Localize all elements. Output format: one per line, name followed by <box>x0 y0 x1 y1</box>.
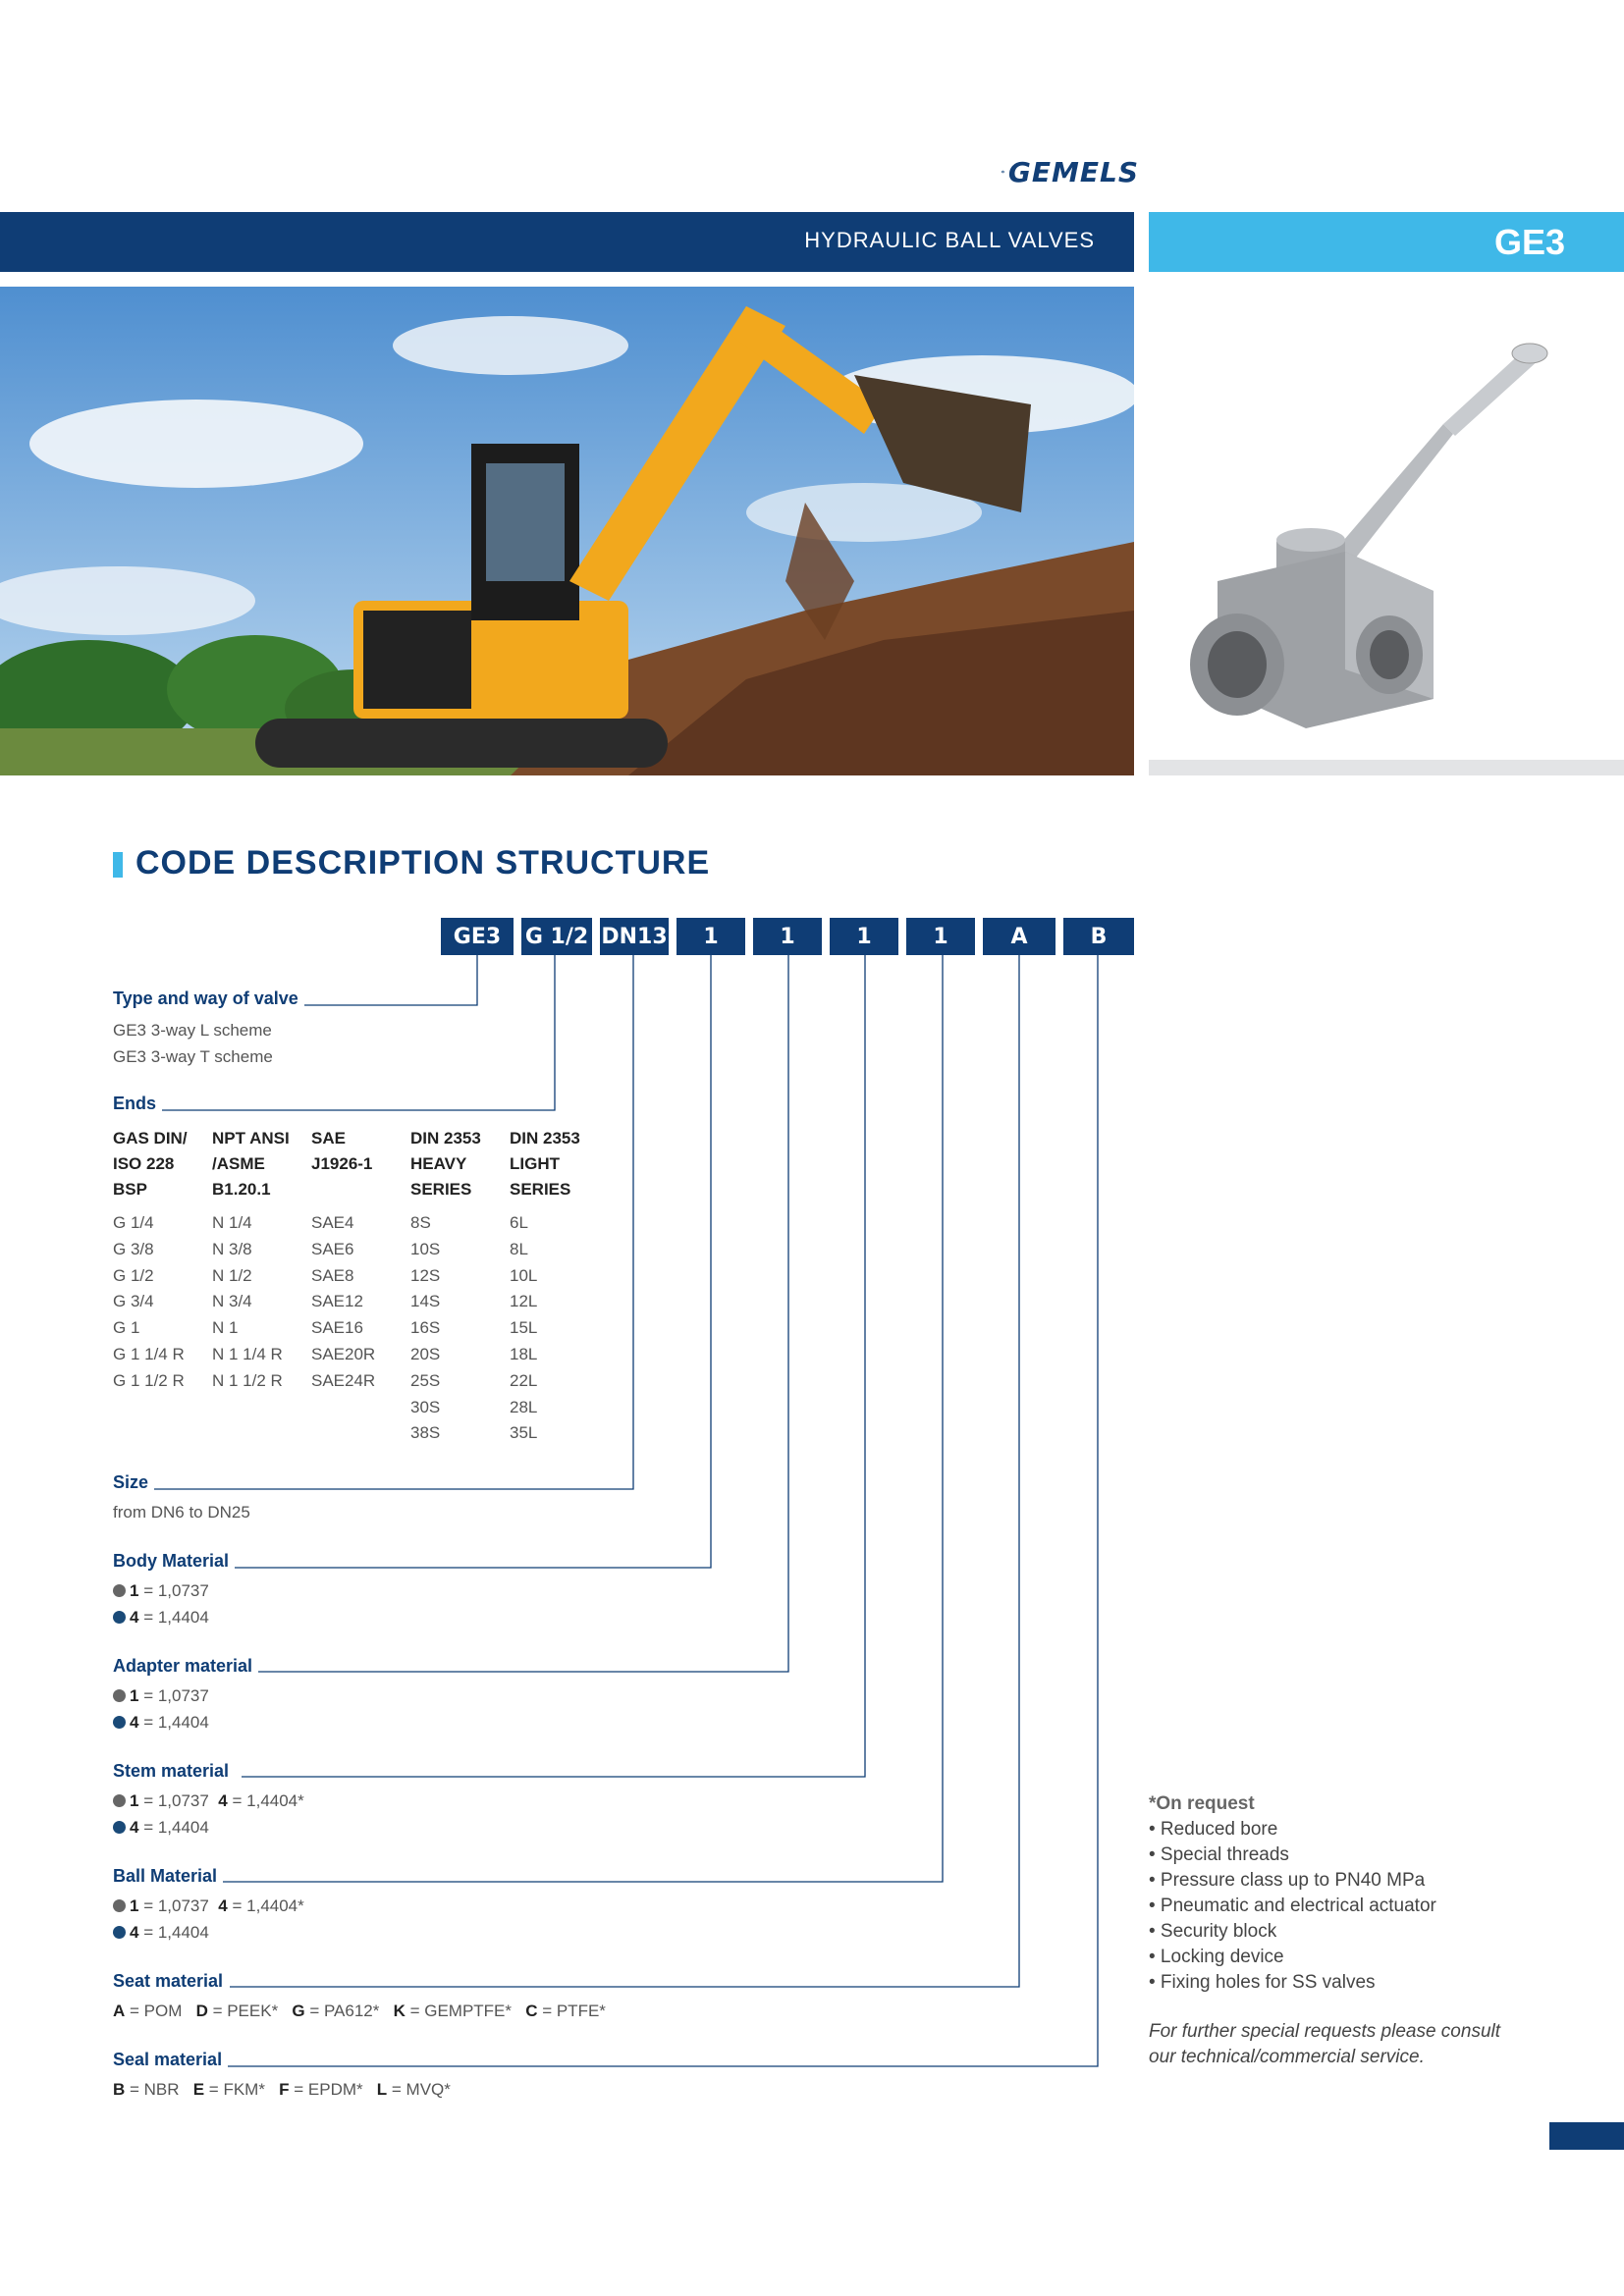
code-box-seat: A <box>983 918 1056 955</box>
list-item: G 1 1/2 R <box>113 1370 185 1390</box>
list-item: 30S <box>410 1397 441 1416</box>
code-box-adapter: 1 <box>753 918 822 955</box>
list-item: 16S <box>410 1318 441 1338</box>
brand-name: GEMELS <box>1007 155 1139 188</box>
list-item: SAE24R <box>311 1370 376 1390</box>
list-item: N 3/8 <box>212 1239 252 1258</box>
ends-col-gas <box>113 1126 188 1395</box>
list-item: N 1/4 <box>212 1213 252 1232</box>
col-header: DIN 2353 <box>410 1129 481 1148</box>
header-title: HYDRAULIC BALL VALVES <box>804 228 1095 252</box>
grey-dot-icon <box>113 1584 126 1597</box>
col-header: B1.20.1 <box>212 1180 271 1199</box>
size-text: from DN6 to DN25 <box>113 1503 250 1522</box>
type-line-t: GE3 3-way T scheme <box>113 1047 273 1066</box>
col-header: SERIES <box>410 1180 472 1199</box>
col-header: SAE <box>311 1129 346 1148</box>
seal-material-options: B = NBR E = FKM* F = EPDM* L = MVQ* <box>113 2080 451 2099</box>
ends-col-din-light <box>510 1126 580 1447</box>
list-item: 28L <box>510 1397 538 1416</box>
list-item: N 1/2 <box>212 1265 252 1285</box>
col-header: LIGHT <box>510 1154 560 1173</box>
code-box-size: DN13 <box>600 918 669 955</box>
seat-material-options: A = POM D = PEEK* G = PA612* K = GEMPTFE* C = PTFE* <box>113 2002 606 2020</box>
seat-material-label: Seat material <box>113 1971 229 1992</box>
list-item: • Fixing holes for SS valves <box>1149 1972 1376 1993</box>
ends-col-sae <box>311 1126 375 1395</box>
list-item: SAE20R <box>311 1344 376 1363</box>
list-item: • Pressure class up to PN40 MPa <box>1149 1870 1426 1891</box>
body-material-option-1: 1 = 1,0737 <box>113 1581 209 1601</box>
list-item: G 3/4 <box>113 1292 154 1311</box>
list-item: 14S <box>410 1292 441 1311</box>
ends-label: Ends <box>113 1094 162 1114</box>
type-label: Type and way of valve <box>113 988 304 1009</box>
list-item: SAE6 <box>311 1239 354 1258</box>
type-line-l: GE3 3-way L scheme <box>113 1021 272 1040</box>
list-item: 10S <box>410 1239 441 1258</box>
adapter-material-option-4: 4 = 1,4404 <box>113 1713 209 1733</box>
navy-dot-icon <box>113 1821 126 1834</box>
list-item: G 1 <box>113 1318 140 1338</box>
brand-logo <box>1001 147 1139 196</box>
page-corner-tab <box>1549 2122 1624 2150</box>
list-item: • Reduced bore <box>1149 1819 1278 1840</box>
section-marker <box>113 852 123 878</box>
list-item: N 1 1/2 R <box>212 1370 283 1390</box>
ball-material-option-1: 1 = 1,0737 4 = 1,4404* <box>113 1896 304 1916</box>
list-item: N 1 1/4 R <box>212 1344 283 1363</box>
list-item: 35L <box>510 1423 538 1443</box>
adapter-material-label: Adapter material <box>113 1656 258 1677</box>
product-code-band <box>1149 212 1624 272</box>
size-label: Size <box>113 1472 154 1493</box>
col-header: DIN 2353 <box>510 1129 580 1148</box>
col-header: SERIES <box>510 1180 571 1199</box>
ends-col-din-heavy <box>410 1126 481 1447</box>
header-band <box>0 212 1134 272</box>
stem-material-option-1: 1 = 1,0737 4 = 1,4404* <box>113 1791 304 1811</box>
stem-material-label: Stem material <box>113 1761 235 1782</box>
list-item: 8L <box>510 1239 528 1258</box>
product-photo-underline <box>1149 760 1624 775</box>
list-item: • Security block <box>1149 1921 1277 1942</box>
col-header: BSP <box>113 1180 147 1199</box>
stem-material-option-4: 4 = 1,4404 <box>113 1818 209 1838</box>
list-item: SAE4 <box>311 1213 354 1232</box>
navy-dot-icon <box>113 1611 126 1624</box>
list-item: 38S <box>410 1423 441 1443</box>
list-item: SAE16 <box>311 1318 363 1338</box>
list-item: 15L <box>510 1318 538 1338</box>
body-material-option-4: 4 = 1,4404 <box>113 1608 209 1628</box>
ends-col-npt <box>212 1126 290 1395</box>
ball-material-option-4: 4 = 1,4404 <box>113 1923 209 1943</box>
grey-dot-icon <box>113 1689 126 1702</box>
list-item: 20S <box>410 1344 441 1363</box>
body-material-label: Body Material <box>113 1551 235 1572</box>
col-header: J1926-1 <box>311 1154 373 1173</box>
list-item: N 1 <box>212 1318 239 1338</box>
adapter-material-option-1: 1 = 1,0737 <box>113 1686 209 1706</box>
product-code: GE3 <box>1493 222 1565 262</box>
excavator-photo <box>0 287 1134 775</box>
section-title: CODE DESCRIPTION STRUCTURE <box>135 844 711 881</box>
col-header: /ASME <box>212 1154 265 1173</box>
navy-dot-icon <box>113 1716 126 1729</box>
list-item: 25S <box>410 1370 441 1390</box>
code-box-ball: 1 <box>906 918 975 955</box>
code-box-body: 1 <box>677 918 745 955</box>
list-item: • Pneumatic and electrical actuator <box>1149 1896 1436 1916</box>
ball-material-label: Ball Material <box>113 1866 223 1887</box>
list-item: 6L <box>510 1213 528 1232</box>
list-item: G 3/8 <box>113 1239 154 1258</box>
col-header: NPT ANSI <box>212 1129 290 1148</box>
list-item: • Special threads <box>1149 1844 1289 1865</box>
code-box-seal: B <box>1063 918 1134 955</box>
list-item: 12S <box>410 1265 441 1285</box>
col-header: ISO 228 <box>113 1154 175 1173</box>
code-box-type: GE3 <box>441 918 514 955</box>
list-item: SAE12 <box>311 1292 363 1311</box>
list-item: G 1 1/4 R <box>113 1344 185 1363</box>
seal-material-label: Seal material <box>113 2050 228 2070</box>
grey-dot-icon <box>113 1794 126 1807</box>
on-request-title: *On request <box>1149 1793 1255 1814</box>
list-item: • Locking device <box>1149 1947 1284 1967</box>
logo-globe-icon <box>1001 156 1004 187</box>
navy-dot-icon <box>113 1926 126 1939</box>
list-item: N 3/4 <box>212 1292 252 1311</box>
ball-valve-photo <box>1149 287 1624 760</box>
col-header: GAS DIN/ <box>113 1129 188 1148</box>
code-box-stem: 1 <box>830 918 898 955</box>
list-item: G 1/4 <box>113 1213 154 1232</box>
code-box-ends: G 1/2 <box>521 918 592 955</box>
grey-dot-icon <box>113 1899 126 1912</box>
list-item: 22L <box>510 1370 538 1390</box>
list-item: 10L <box>510 1265 538 1285</box>
list-item: 12L <box>510 1292 538 1311</box>
list-item: G 1/2 <box>113 1265 154 1285</box>
list-item: SAE8 <box>311 1265 354 1285</box>
list-item: 18L <box>510 1344 538 1363</box>
list-item: 8S <box>410 1213 431 1232</box>
on-request-notes <box>1149 1791 1561 2070</box>
special-requests-note: For further special requests please consult our technical/commercial service. <box>1149 2021 1501 2067</box>
col-header: HEAVY <box>410 1154 467 1173</box>
